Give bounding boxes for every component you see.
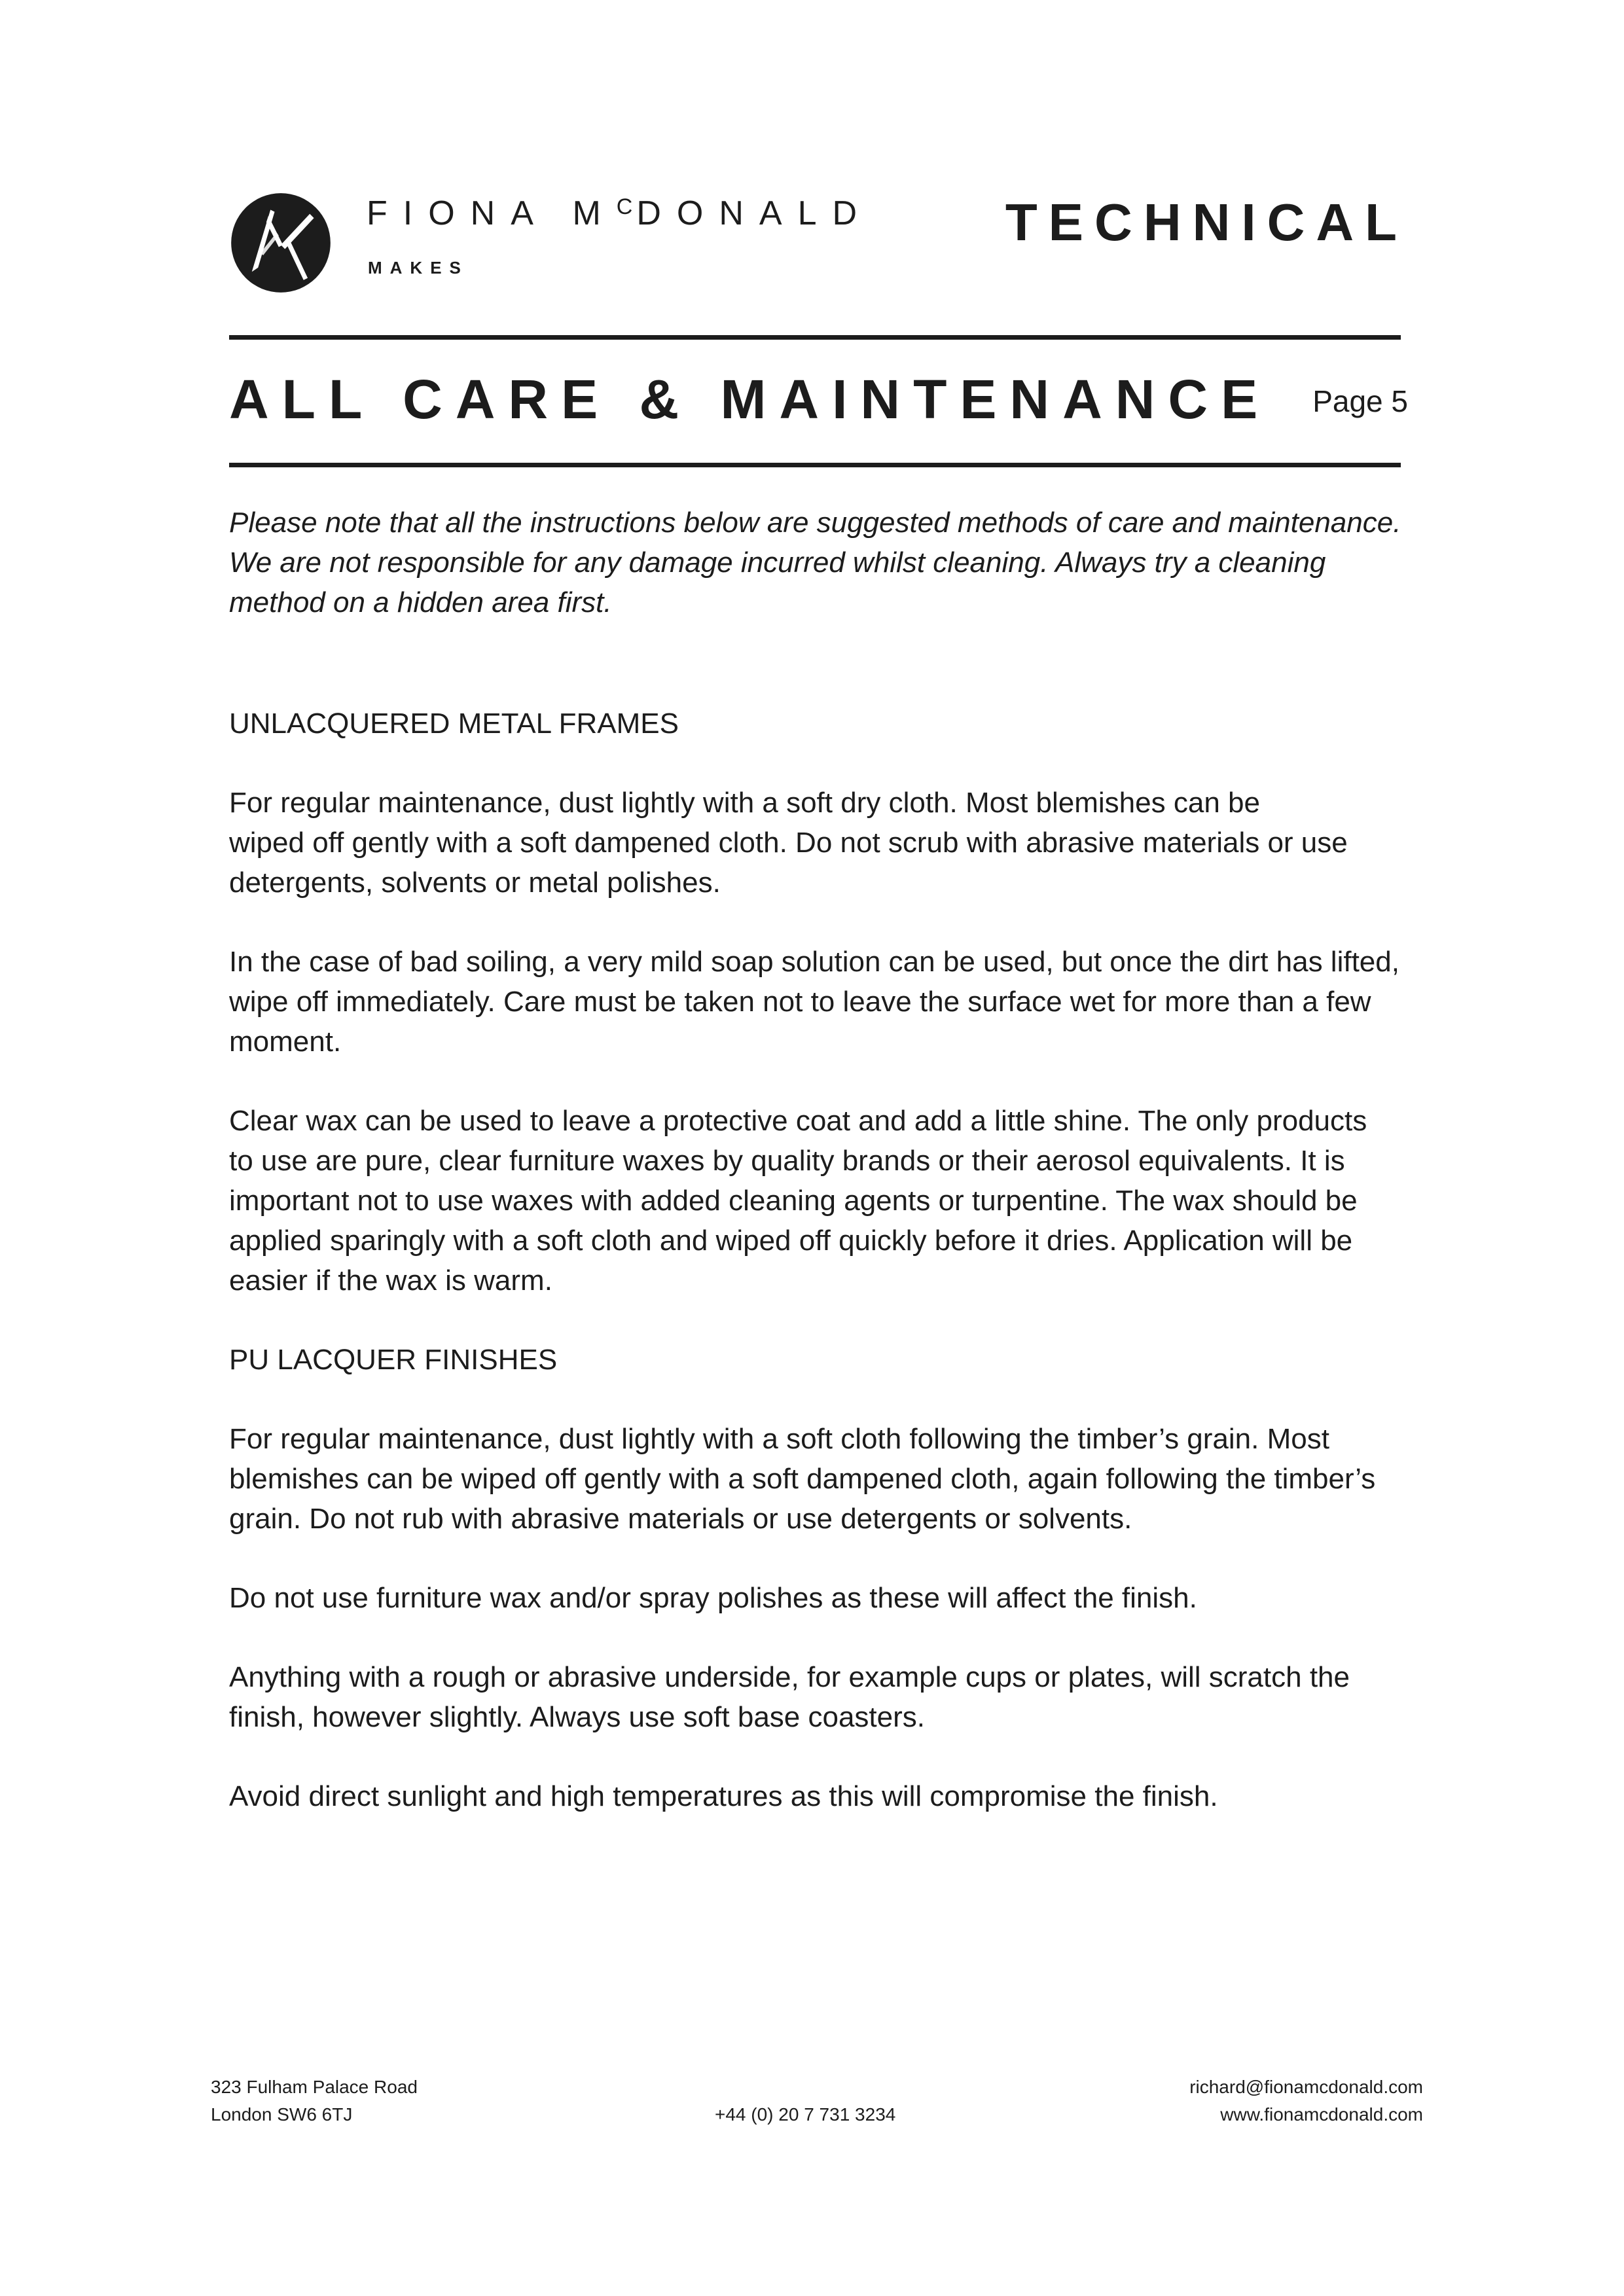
footer-email: richard@fionamcdonald.com — [1189, 2077, 1423, 2097]
section-heading-metal-frames: UNLACQUERED METAL FRAMES — [229, 708, 679, 740]
page-title: ALL CARE & MAINTENANCE — [229, 368, 1271, 430]
section-label: TECHNICAL — [1005, 193, 1408, 251]
footer-phone: +44 (0) 20 7 731 3234 — [715, 2104, 896, 2125]
brand-subtitle: MAKES — [368, 258, 469, 278]
paragraph: Clear wax can be used to leave a protective coat and add a little shine. The only products to use are pure, clear furniture waxes by quality brands or their aerosol equivalents. It is important not to use waxes with added cleaning agents or turpentine. The wax should be applied sparingly with a soft cloth and wiped off quickly before it dries. Application will be easier if the wax is warm. — [229, 1105, 1367, 1297]
bottom-divider — [229, 463, 1401, 467]
paragraph: For regular maintenance, dust lightly with a soft cloth following the timber’s grain. Most blemishes can be wiped off gently with a soft dampened cloth, again following the timber’s grain. Do not rub with abrasive materials or use detergents or solvents. — [229, 1423, 1376, 1535]
paragraph: Avoid direct sunlight and high temperatures as this will compromise the finish. — [229, 1780, 1218, 1812]
disclaimer: Please note that all the instructions below are suggested methods of care and maintenance. We are not responsible for any damage incurred whilst cleaning. Always try a cleaning method on a hidden area first. — [229, 507, 1401, 619]
document-body — [229, 503, 1407, 1856]
footer-website: www.fionamcdonald.com — [1220, 2104, 1423, 2125]
page-number: Page 5 — [1312, 384, 1408, 418]
fm-brush-logo-icon — [229, 191, 333, 295]
footer-address: 323 Fulham Palace Road London SW6 6TJ — [211, 2077, 418, 2125]
paragraph: Anything with a rough or abrasive underside, for example cups or plates, will scratch the finish, however slightly. Always use soft base coasters. — [229, 1661, 1350, 1733]
paragraph: For regular maintenance, dust lightly with a soft dry cloth. Most blemishes can be wiped off gently with a soft dampened cloth. Do not scrub with abrasive materials or use detergents, solvents or metal polishes. — [229, 787, 1348, 899]
top-divider — [229, 335, 1401, 340]
footer-contact — [1189, 2073, 1423, 2128]
paragraph: Do not use furniture wax and/or spray polishes as these will affect the finish. — [229, 1582, 1197, 1614]
section-heading-pu-lacquer: PU LACQUER FINISHES — [229, 1344, 558, 1376]
footer — [211, 2073, 1423, 2132]
brand-name: FIONA $M^CDONALD$ — [367, 194, 873, 232]
paragraph: In the case of bad soiling, a very mild soap solution can be used, but once the dirt has lifted, wipe off immediately. Care must be taken not to leave the surface wet for more than a few moment. — [229, 946, 1399, 1058]
